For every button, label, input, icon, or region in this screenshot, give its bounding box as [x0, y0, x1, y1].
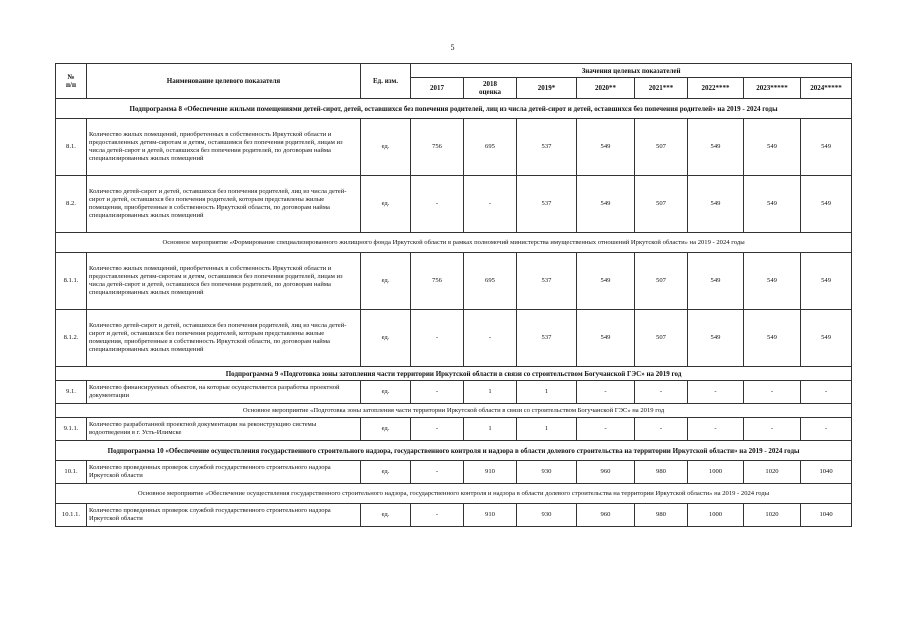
row-number: 8.2.	[56, 176, 87, 233]
table-row	[56, 504, 852, 527]
table-row	[56, 253, 852, 310]
value-cell: 537	[517, 310, 577, 367]
row-number: 9.1.	[56, 381, 87, 404]
table-row	[56, 310, 852, 367]
main-activity-row	[56, 233, 852, 253]
value-cell: 910	[464, 461, 517, 484]
value-cell: -	[464, 176, 517, 233]
value-cell: 756	[411, 253, 464, 310]
row-number: 8.1.	[56, 119, 87, 176]
row-number: 10.1.1.	[56, 504, 87, 527]
subprogram-row	[56, 441, 852, 461]
value-cell: -	[411, 504, 464, 527]
value-cell: 930	[517, 461, 577, 484]
value-cell: 549	[744, 253, 801, 310]
table-row	[56, 461, 852, 484]
subprogram-row	[56, 367, 852, 381]
value-cell: 549	[688, 119, 744, 176]
indicator-name: Количество жилых помещений, приобретенных в собственность Иркутской области и предоставленных детям-сиротам и детям, оставшимся без попечения родителей, лицам из числа детей-сирот и детей, оставшихся без попечения родителей, по договорам найма специализированных жилых помещений	[87, 119, 361, 176]
header-num: № п/п	[56, 64, 87, 99]
value-cell: 549	[801, 176, 852, 233]
header-year: 2024*****	[801, 78, 852, 99]
header-year: 2022****	[688, 78, 744, 99]
value-cell: -	[801, 418, 852, 441]
value-cell: 549	[801, 119, 852, 176]
section-title: Подпрограмма 9 «Подготовка зоны затопления части территории Иркутской области в связи со строительством Богучанской ГЭС» на 2019 год	[56, 367, 852, 381]
unit-cell: ед.	[361, 310, 411, 367]
value-cell: -	[464, 310, 517, 367]
value-cell: -	[688, 381, 744, 404]
value-cell: 1020	[744, 504, 801, 527]
value-cell: 960	[577, 461, 635, 484]
value-cell: -	[577, 381, 635, 404]
value-cell: 980	[635, 461, 688, 484]
header-year: 2019*	[517, 78, 577, 99]
value-cell: 1000	[688, 504, 744, 527]
value-cell: 507	[635, 176, 688, 233]
value-cell: 549	[688, 310, 744, 367]
indicator-name: Количество проведенных проверок службой государственного строительного надзора Иркутской области	[87, 461, 361, 484]
value-cell: -	[411, 310, 464, 367]
value-cell: 910	[464, 504, 517, 527]
value-cell: 549	[744, 119, 801, 176]
row-number: 10.1.	[56, 461, 87, 484]
value-cell: -	[801, 381, 852, 404]
value-cell: 1	[464, 418, 517, 441]
value-cell: 549	[688, 253, 744, 310]
row-number: 9.1.1.	[56, 418, 87, 441]
value-cell: -	[744, 418, 801, 441]
header-year: 2021***	[635, 78, 688, 99]
table-row	[56, 381, 852, 404]
value-cell: 549	[577, 310, 635, 367]
value-cell: 549	[744, 176, 801, 233]
value-cell: 695	[464, 253, 517, 310]
value-cell: 1040	[801, 461, 852, 484]
value-cell: 1	[517, 418, 577, 441]
unit-cell: ед.	[361, 418, 411, 441]
row-number: 8.1.1.	[56, 253, 87, 310]
value-cell: 507	[635, 119, 688, 176]
value-cell: 537	[517, 119, 577, 176]
header-values: Значения целевых показателей	[411, 64, 852, 78]
value-cell: 1	[464, 381, 517, 404]
value-cell: 980	[635, 504, 688, 527]
unit-cell: ед.	[361, 461, 411, 484]
value-cell: -	[411, 381, 464, 404]
indicator-name: Количество детей-сирот и детей, оставшихся без попечения родителей, лиц из числа детей-сирот и детей, оставшихся без попечения родителей, которым представлены жилые помещения, приобретенные в собственность Иркутской области, по договорам найма специализированных жилых помещений	[87, 310, 361, 367]
value-cell: -	[744, 381, 801, 404]
value-cell: 695	[464, 119, 517, 176]
value-cell: 549	[577, 253, 635, 310]
header-year: 2017	[411, 78, 464, 99]
value-cell: 549	[688, 176, 744, 233]
value-cell: 1040	[801, 504, 852, 527]
value-cell: -	[635, 381, 688, 404]
value-cell: -	[577, 418, 635, 441]
main-activity-row	[56, 404, 852, 418]
value-cell: 960	[577, 504, 635, 527]
header-unit: Ед. изм.	[361, 64, 411, 99]
unit-cell: ед.	[361, 381, 411, 404]
value-cell: -	[411, 461, 464, 484]
indicator-name: Количество разработанной проектной документации на реконструкцию системы водоотведения в г. Усть-Илимске	[87, 418, 361, 441]
value-cell: 756	[411, 119, 464, 176]
subprogram-row	[56, 99, 852, 119]
value-cell: 507	[635, 310, 688, 367]
value-cell: 549	[577, 119, 635, 176]
value-cell: 1	[517, 381, 577, 404]
value-cell: 549	[577, 176, 635, 233]
section-title: Подпрограмма 10 «Обеспечение осуществления государственного строительного надзора, государственного контроля и надзора в области долевого строительства на территории Иркутской области» на 2019 - 2024 годы	[56, 441, 852, 461]
value-cell: 549	[744, 310, 801, 367]
value-cell: -	[635, 418, 688, 441]
unit-cell: ед.	[361, 504, 411, 527]
unit-cell: ед.	[361, 253, 411, 310]
header-year: 2023*****	[744, 78, 801, 99]
indicator-name: Количество детей-сирот и детей, оставшихся без попечения родителей, лиц из числа детей-сирот и детей, оставшихся без попечения родителей, которым представлены жилые помещения, приобретенные в собственность Иркутской области, по договорам найма специализированных жилых помещений	[87, 176, 361, 233]
section-title: Основное мероприятие «Подготовка зоны затопления части территории Иркутской области в связи со строительством Богучанской ГЭС» на 2019 год	[56, 404, 852, 418]
unit-cell: ед.	[361, 119, 411, 176]
indicator-name: Количество проведенных проверок службой государственного строительного надзора Иркутской области	[87, 504, 361, 527]
value-cell: -	[411, 418, 464, 441]
indicators-table	[55, 63, 852, 527]
section-title: Основное мероприятие «Формирование специализированного жилищного фонда Иркутской области в рамках полномочий министерства имущественных отношений Иркутской области» на 2019 - 2024 годы	[56, 233, 852, 253]
value-cell: 930	[517, 504, 577, 527]
table-row	[56, 418, 852, 441]
section-title: Подпрограмма 8 «Обеспечение жильми помещениями детей-сирот, детей, оставшихся без попечения родителей, лиц из числа детей-сирот и детей, оставшихся без попечения родителей» на 2019 - 2024 годы	[56, 99, 852, 119]
main-activity-row	[56, 484, 852, 504]
page-number: 5	[450, 43, 455, 52]
value-cell: -	[688, 418, 744, 441]
table-row	[56, 176, 852, 233]
value-cell: 549	[801, 253, 852, 310]
row-number: 8.1.2.	[56, 310, 87, 367]
header-year: 2020**	[577, 78, 635, 99]
table-row	[56, 119, 852, 176]
value-cell: 1000	[688, 461, 744, 484]
indicator-name: Количество финансируемых объектов, на которые осуществляется разработка проектной документации	[87, 381, 361, 404]
header-year: 2018 оценка	[464, 78, 517, 99]
value-cell: -	[411, 176, 464, 233]
section-title: Основное мероприятие «Обеспечение осуществления государственного строительного надзора, государственного контроля и надзора в области долевого строительства на территории Иркутской области» на 2019 - 2024 годы	[56, 484, 852, 504]
value-cell: 1020	[744, 461, 801, 484]
value-cell: 549	[801, 310, 852, 367]
value-cell: 537	[517, 176, 577, 233]
value-cell: 537	[517, 253, 577, 310]
header-name: Наименование целевого показателя	[87, 64, 361, 99]
indicator-name: Количество жилых помещений, приобретенных в собственность Иркутской области и предоставленных детям-сиротам и детям, оставшимся без попечения родителей, лицам из числа детей-сирот и детей, оставшихся без попечения родителей, по договорам найма специализированных жилых помещений	[87, 253, 361, 310]
value-cell: 507	[635, 253, 688, 310]
unit-cell: ед.	[361, 176, 411, 233]
